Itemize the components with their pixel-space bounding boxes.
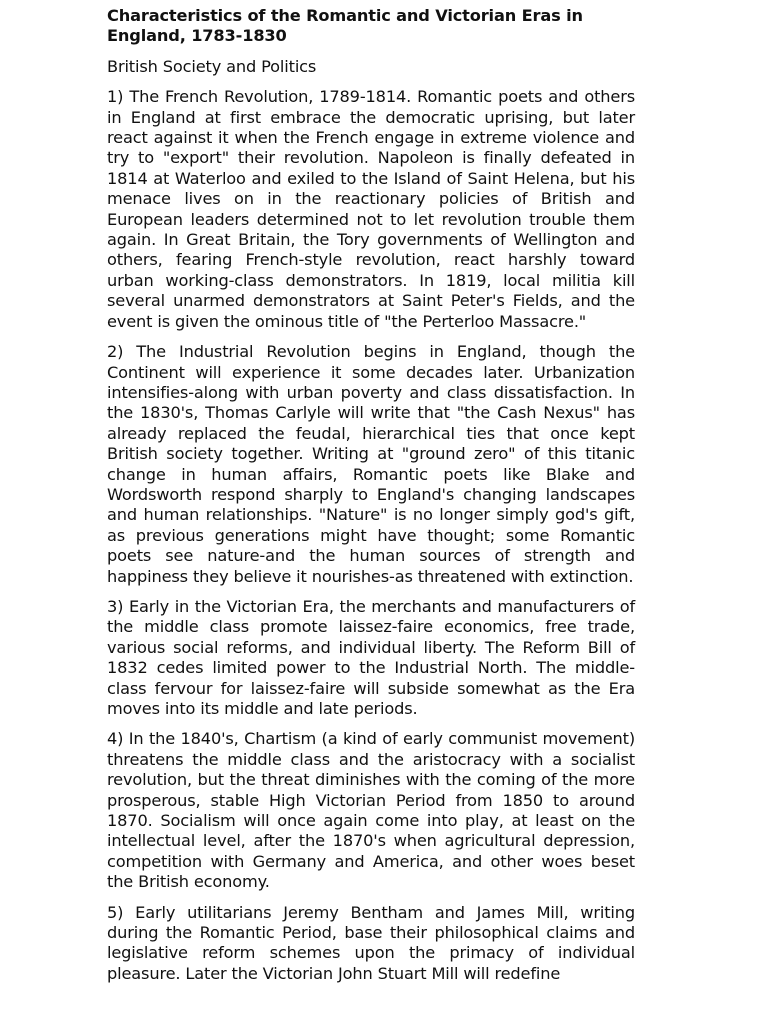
section-heading: British Society and Politics bbox=[107, 56, 317, 76]
paragraph-4: 4) In the 1840's, Chartism (a kind of early communist movement) threatens the middle class and the aristocracy with a socialist revolution, but the threat diminishes with the coming of the more prosperous, stable High Victorian Period from 1850 to around 1870. Socialism will once again come into play, at least on the intellectual level, after the 1870's when agricultural depression, competition with Germany and America, and other woes beset the British economy. bbox=[107, 729, 635, 892]
paragraph-5: 5) Early utilitarians Jeremy Bentham and James Mill, writing during the Romantic Period, base their philosophical claims and legislative reform schemes upon the primacy of individual pleasure. Later the Victorian John Stuart Mill will redefine bbox=[107, 902, 635, 983]
document-title: Characteristics of the Romantic and Victorian Eras in England, 1783-1830 bbox=[107, 6, 583, 46]
paragraph-1: 1) The French Revolution, 1789-1814. Romantic poets and others in England at first embrace the democratic uprising, but later react against it when the French engage in extreme violence and try to "export" their revolution. Napoleon is finally defeated in 1814 at Waterloo and exiled to the Island of Saint Helena, but his menace lives on in the reactionary policies of British and European leaders determined not to let revolution trouble them again. In Great Britain, the Tory governments of Wellington and others, fearing French-style revolution, react harshly toward urban working-class demonstrators. In 1819, local militia kill several unarmed demonstrators at Saint Peter's Fields, and the event is given the ominous title of "the Perterloo Massacre." bbox=[107, 87, 635, 331]
paragraph-3: 3) Early in the Victorian Era, the merchants and manufacturers of the middle class promote laissez-faire economics, free trade, various social reforms, and individual liberty. The Reform Bill of 1832 cedes limited power to the Industrial North. The middle-class fervour for laissez-faire will subside somewhat as the Era moves into its middle and late periods. bbox=[107, 596, 635, 718]
paragraph-2: 2) The Industrial Revolution begins in England, though the Continent will experience it some decades later. Urbanization intensifies-along with urban poverty and class dissatisfaction. In the 1830's, Thomas Carlyle will write that "the Cash Nexus" has already replaced the feudal, hierarchical ties that once kept British society together. Writing at "ground zero" of this titanic change in human affairs, Romantic poets like Blake and Wordsworth respond sharply to England's changing landscapes and human relationships. "Nature" is no longer simply god's gift, as previous generations might have thought; some Romantic poets see nature-and the human sources of strength and happiness they believe it nourishes-as threatened with extinction. bbox=[107, 342, 635, 586]
document-page bbox=[107, 6, 635, 994]
